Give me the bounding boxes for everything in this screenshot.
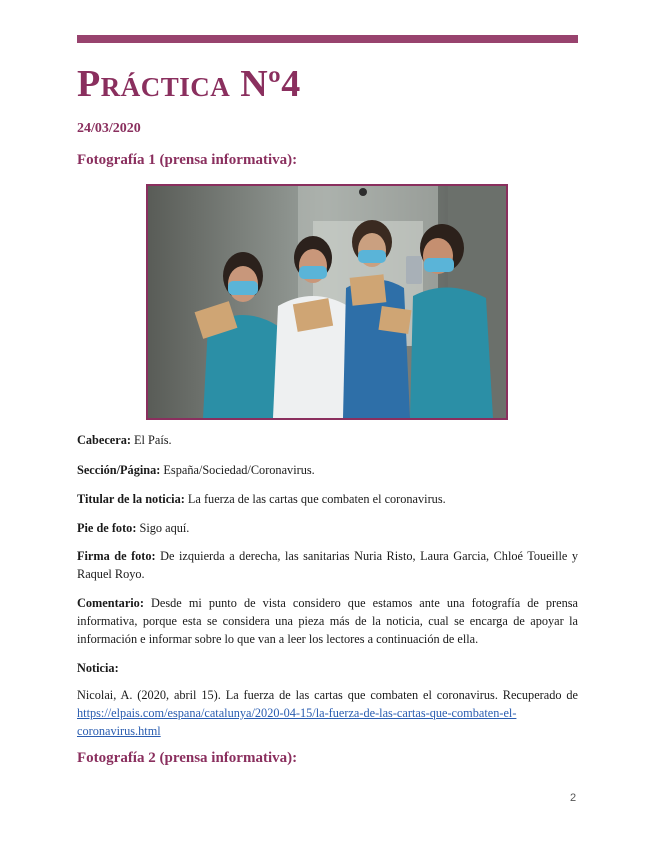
field-label: Cabecera: — [77, 433, 131, 447]
section-heading-photo-1: Fotografía 1 (prensa informativa): — [77, 152, 298, 168]
field-seccion — [77, 461, 578, 479]
document-date: 24/03/2020 — [77, 121, 141, 136]
field-value: España/Sociedad/Coronavirus. — [163, 463, 315, 477]
citation-text: Nicolai, A. (2020, abril 15). La fuerza de las cartas que combaten el coronavirus. Recuperado de — [77, 688, 578, 702]
citation-link[interactable]: https://elpais.com/espana/catalunya/2020-04-15/la-fuerza-de-las-cartas-que-combaten-el-coronavirus.html — [77, 706, 517, 738]
field-noticia — [77, 659, 578, 677]
field-label: Sección/Página: — [77, 463, 161, 477]
citation — [77, 686, 578, 740]
page-title: Práctica Nº4 — [77, 63, 301, 105]
field-value: Desde mi punto de vista considero que estamos ante una fotografía de prensa informativa, porque esta se considera una pieza más de la noticia, cual se encarga de apoyar la información e informar sobre lo que van a leer los lectores a continuación de ella. — [77, 596, 578, 646]
field-cabecera — [77, 431, 578, 449]
field-value: El País. — [134, 433, 172, 447]
field-label: Noticia: — [77, 661, 119, 675]
field-value: De izquierda a derecha, las sanitarias Nuria Risto, Laura Garcia, Chloé Toueille y Raquel Royo. — [77, 549, 579, 581]
field-titular — [77, 490, 578, 508]
field-label: Comentario: — [77, 596, 144, 610]
field-value: La fuerza de las cartas que combaten el coronavirus. — [187, 492, 446, 506]
field-comentario — [77, 594, 578, 648]
page-number: 2 — [570, 792, 577, 804]
news-photo — [146, 184, 508, 420]
field-pie-de-foto — [77, 519, 578, 537]
field-firma-de-foto — [77, 547, 578, 583]
field-value: Sigo aquí. — [139, 521, 190, 535]
section-heading-photo-2: Fotografía 2 (prensa informativa): — [77, 750, 298, 766]
field-label: Pie de foto: — [77, 521, 137, 535]
header-accent-bar — [77, 35, 578, 43]
field-label: Firma de foto: — [77, 549, 156, 563]
field-label: Titular de la noticia: — [77, 492, 185, 506]
